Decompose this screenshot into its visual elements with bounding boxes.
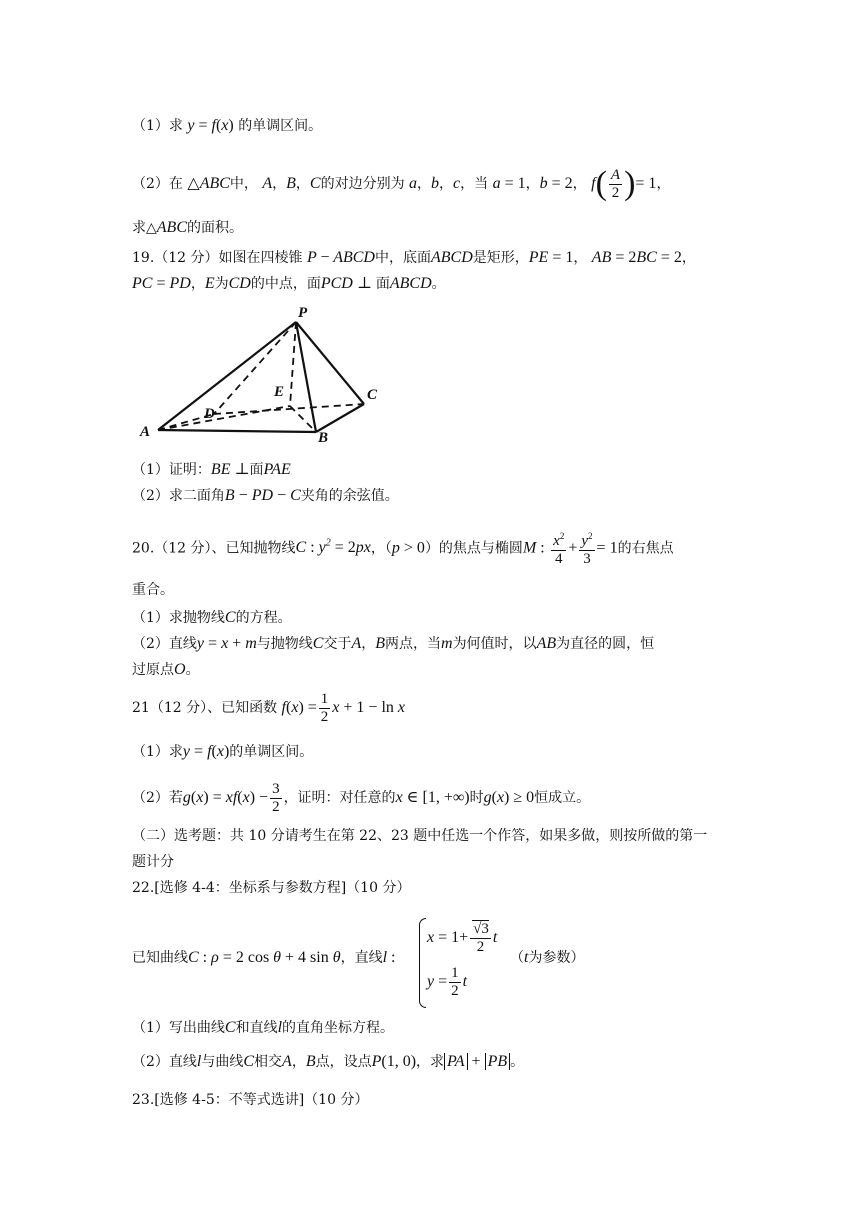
q20-stem: 20.（12 分）、已知抛物线C : $y^2 = 2px$，（p > 0）的焦点与椭圆M : $\frac{x^2}{4}$ + $\frac{y^2}{3}$ = 1的右焦点 (132, 524, 744, 568)
q22-part1: （1）写出曲线C和直线l的直角坐标方程。 (132, 1019, 395, 1036)
section-2-line2: 题计分 (132, 854, 174, 870)
q19-part2: （2）求二面角B − PD − C夹角的余弦值。 (132, 487, 399, 504)
label-c: C (367, 387, 378, 403)
q21-stem: 21（12 分）、已知函数 f(x) = $\frac{1}{2}$ x + 1 − ln x (132, 690, 406, 725)
q22-stem: 已知曲线C : ρ = 2 cos θ + 4 sin θ，直线l : (132, 949, 396, 966)
q20-stem-line2: 重合。 (132, 582, 174, 598)
q23-title: 23.[选修 4-5：不等式选讲]（10 分） (132, 1092, 369, 1108)
q21-part1: （1）求y = f(x)的单调区间。 (132, 743, 314, 760)
label-d: D (204, 406, 215, 422)
label-b: B (318, 430, 329, 446)
q20-part2-line2: 过原点O。 (132, 661, 200, 678)
q22-part2: （2）直线l与曲线C相交A，B点，设点P(1, 0)，求 PA + PB 。 (132, 1053, 525, 1070)
q21-part2: （2）若g(x) = xf(x) − $\frac{3}{2}$ ，证明：对任意的x ∈ [1, +∞)时g(x) ≥ 0恒成立。 (132, 780, 591, 815)
param-eq-x: x = 1+ $\frac{√3}{2}$ t (427, 920, 498, 955)
label-p: P (298, 305, 308, 321)
param-note: （t为参数） (510, 949, 585, 966)
math: y = f(x) (187, 117, 234, 134)
q19-stem-line2: PC = PD，E为CD的中点，面PCD ⊥ 面ABCD。 (132, 275, 446, 292)
q19-stem: 19.（12 分）如图在四棱锥 P − ABCD中，底面ABCD是矩形，PE = 1， AB = 2BC = 2， (132, 249, 696, 266)
label-a: A (140, 424, 151, 440)
q19-part1: （1）证明：BE ⊥面PAE (132, 461, 291, 478)
pyramid-figure (128, 300, 398, 450)
param-eq-y: y = $\frac{1}{2}$ t (427, 964, 468, 999)
q20-part2: （2）直线y = x + m与抛物线C交于A，B两点，当m为何值时，以AB为直径的圆，恒 (132, 635, 655, 652)
q18-part1: （1）求 y = f(x) 的单调区间。 (132, 117, 323, 134)
q22-title: 22.[选修 4-4：坐标系与参数方程]（10 分） (132, 880, 411, 896)
q18-part2: （2）在 △ABC中， A，B，C的对边分别为 a，b，c，当 a = 1，b = 2， f( $\frac{A}{2}$ )= 1， (132, 165, 671, 202)
q18-part2-line2: 求△ABC的面积。 (132, 219, 243, 236)
q20-part1: （1）求抛物线C的方程。 (132, 609, 292, 626)
section-2-line1: （二）选考题：共 10 分请考生在第 22、23 题中任选一个作答，如果多做，则按所做的第一 (132, 828, 708, 844)
label-e: E (274, 384, 285, 400)
system-brace (419, 918, 426, 1008)
